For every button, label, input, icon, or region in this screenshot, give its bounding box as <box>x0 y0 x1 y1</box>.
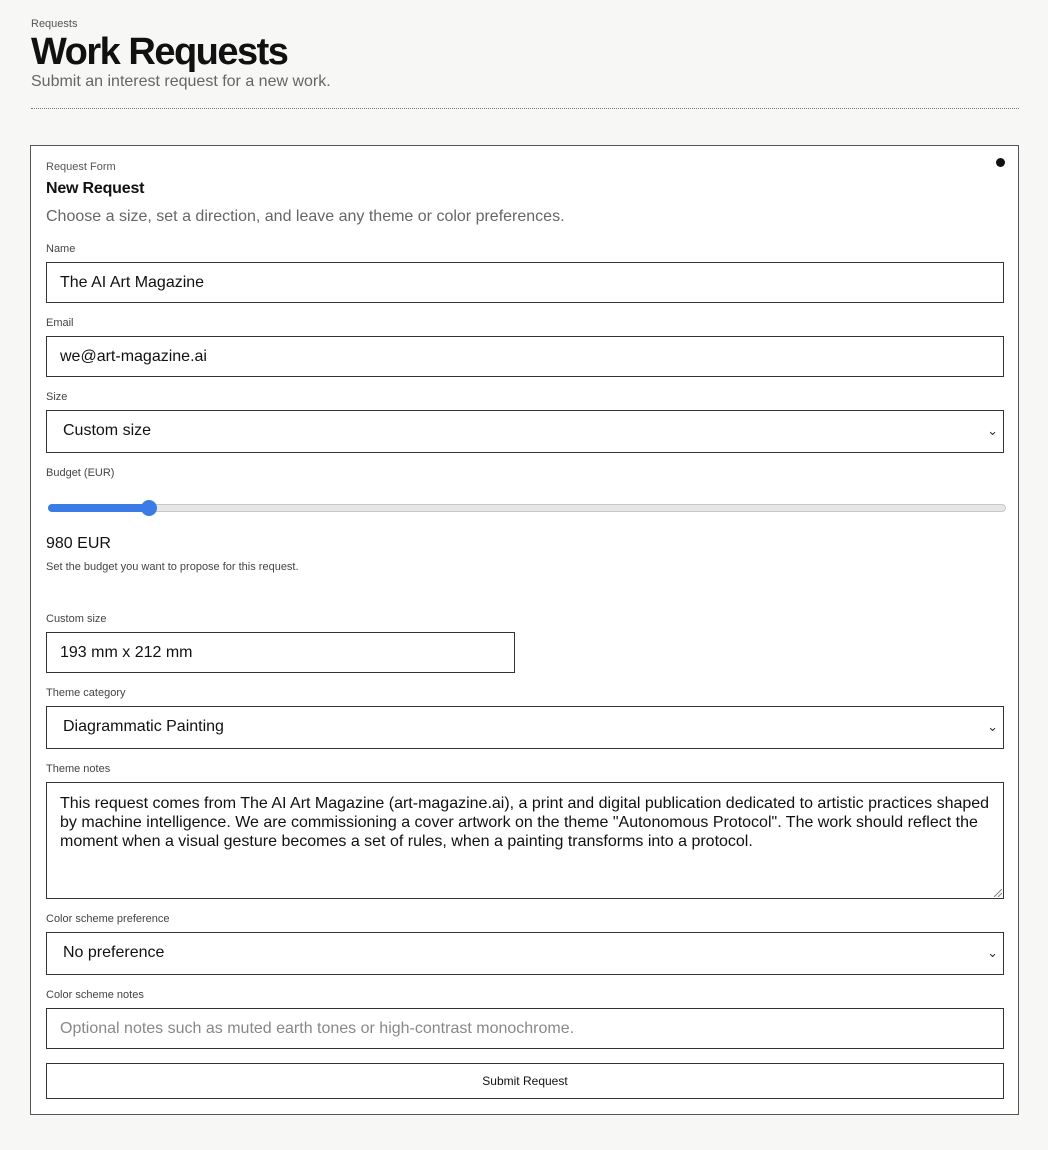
resize-handle[interactable] <box>994 889 1002 897</box>
form-description: Choose a size, set a direction, and leave any theme or color preferences. <box>46 208 565 225</box>
color-scheme-selected-value: No preference <box>63 944 165 961</box>
email-input[interactable] <box>46 336 1004 377</box>
size-select[interactable] <box>46 410 1004 453</box>
page-header <box>31 18 1019 92</box>
size-label: Size <box>46 391 68 403</box>
budget-slider[interactable] <box>46 501 1006 515</box>
page-subtitle: Submit an interest request for a new work. <box>31 73 331 90</box>
email-label: Email <box>46 317 74 329</box>
theme-notes-textarea[interactable] <box>46 782 1004 899</box>
page-title: Work Requests <box>31 31 288 73</box>
theme-category-label: Theme category <box>46 687 126 699</box>
submit-request-button[interactable]: Submit Request <box>46 1063 1004 1099</box>
budget-help-text: Set the budget you want to propose for this request. <box>46 561 299 573</box>
color-notes-label: Color scheme notes <box>46 989 144 1001</box>
theme-notes-label: Theme notes <box>46 763 111 775</box>
budget-value: 980 EUR <box>46 535 111 552</box>
chevron-down-icon: ⌄ <box>987 945 998 960</box>
custom-size-label: Custom size <box>46 613 107 625</box>
size-selected-value: Custom size <box>63 422 152 439</box>
request-form-card <box>30 145 1019 1115</box>
name-input[interactable] <box>46 262 1004 303</box>
chevron-down-icon: ⌄ <box>987 719 998 734</box>
theme-category-selected-value: Diagrammatic Painting <box>63 718 224 735</box>
theme-category-select[interactable] <box>46 706 1004 749</box>
color-scheme-label: Color scheme preference <box>46 913 170 925</box>
slider-track <box>48 504 1006 512</box>
form-eyebrow: Request Form <box>46 161 116 173</box>
name-label: Name <box>46 243 76 255</box>
color-notes-input[interactable] <box>46 1008 1004 1049</box>
slider-fill <box>48 504 149 512</box>
color-scheme-select[interactable] <box>46 932 1004 975</box>
chevron-down-icon: ⌄ <box>987 423 998 438</box>
budget-label: Budget (EUR) <box>46 467 115 479</box>
header-divider <box>31 108 1019 109</box>
breadcrumb: Requests <box>31 18 78 30</box>
slider-thumb[interactable] <box>141 500 157 516</box>
custom-size-input[interactable] <box>46 632 515 673</box>
form-title: New Request <box>46 180 145 197</box>
theme-notes-text: This request comes from The AI Art Magazine (art-magazine.ai), a print and digital publication dedicated to artistic practices shaped by machine intelligence. We are commissioning a cover artwork on the theme "Autonomous Protocol". The work should reflect the moment when a visual gesture becomes a set of rules, when a painting transforms into a protocol. <box>60 795 990 850</box>
status-dot-icon <box>996 158 1005 167</box>
